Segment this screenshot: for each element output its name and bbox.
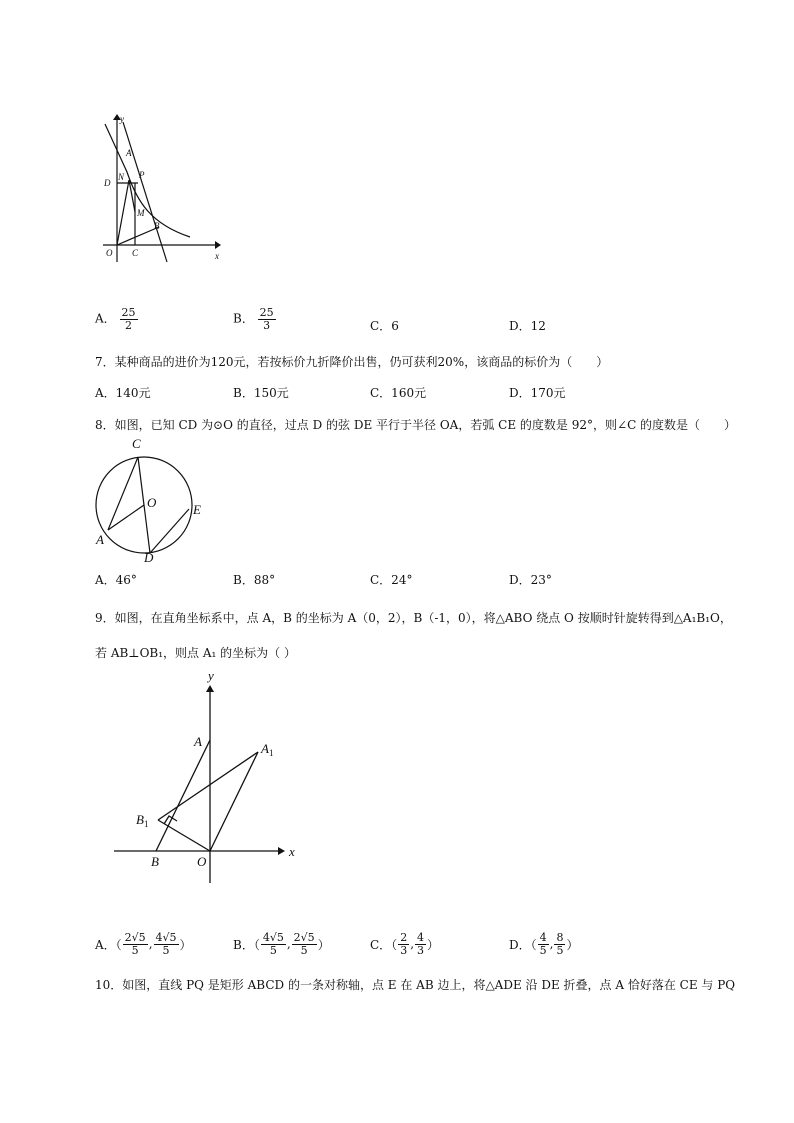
q8-stem: 8．如图，已知 CD 为⊙O 的直径，过点 D 的弦 DE 平行于半径 OA，若弧 CE 的度数是 92°，则∠C 的度数是（ ） — [95, 418, 737, 432]
fraction: $\frac{2√5}{5}$ — [293, 931, 315, 957]
q6-option-b[interactable]: B． $\frac{25}{3}$ — [233, 306, 274, 332]
fraction: $\frac{4√5}{5}$ — [155, 931, 177, 957]
line-ab — [123, 122, 167, 262]
label-y: y — [120, 114, 124, 124]
fraction: $\frac{8}{5}$ — [556, 931, 564, 957]
label-a1: $A_1$ — [261, 741, 274, 758]
label-x: x — [215, 251, 219, 261]
fraction: $\frac{2√5}{5}$ — [124, 931, 146, 957]
label-o: O — [197, 854, 207, 869]
segment-oa1 — [210, 752, 258, 851]
q10-stem: 10．如图，直线 PQ 是矩形 ABCD 的一条对称轴，点 E 在 AB 边上，将△ADE 沿 DE 折叠，点 A 恰好落在 CE 与 PQ — [95, 978, 736, 992]
label-c: C — [132, 248, 139, 258]
segment-b1o — [158, 820, 210, 851]
fraction: $\frac{4}{5}$ — [539, 931, 547, 957]
q8-option-a[interactable]: A．46° — [95, 573, 137, 587]
q7-option-a[interactable]: A．140元 — [95, 386, 151, 400]
label-a: A — [126, 148, 132, 158]
label-d: D — [104, 178, 111, 188]
label-y: y — [208, 668, 214, 683]
q8-option-b[interactable]: B．88° — [233, 573, 276, 587]
q7-option-b[interactable]: B．150元 — [233, 386, 289, 400]
label-e: E — [193, 502, 201, 517]
figure-circle — [88, 433, 218, 565]
fraction: $\frac{25}{2}$ — [121, 306, 136, 332]
fraction: $\frac{2}{3}$ — [400, 931, 408, 957]
figure-rotation — [108, 668, 308, 888]
q7-option-d[interactable]: D．170元 — [509, 386, 566, 400]
q7-option-c[interactable]: C．160元 — [370, 386, 427, 400]
figure-hyperbola — [95, 112, 230, 264]
q9-stem: 9．如图，在直角坐标系中，点 A，B 的坐标为 A（0，2），B（-1，0），将△ABO 绕点 O 按顺时针旋转得到△A₁B₁O， — [95, 611, 732, 625]
q6-option-c[interactable]: C．6 — [370, 319, 399, 333]
q9-option-a[interactable]: A．（ $\frac{2√5}{5}$ , $\frac{4√5}{5}$ ） — [95, 931, 192, 957]
segment-ob — [117, 227, 159, 245]
label-a: A — [194, 734, 202, 749]
label-b: B — [154, 221, 160, 231]
q8-option-c[interactable]: C．24° — [370, 573, 413, 587]
label-n: N — [118, 172, 125, 182]
q9-stem-2: 若 AB⊥OB₁，则点 A₁ 的坐标为（ ） — [95, 646, 296, 660]
fraction: $\frac{25}{3}$ — [259, 306, 274, 332]
label-c: C — [132, 436, 141, 451]
q9-option-c[interactable]: C．（ $\frac{2}{3}$ , $\frac{4}{3}$ ） — [370, 931, 440, 957]
q6-option-a[interactable]: A． $\frac{25}{2}$ — [95, 306, 136, 332]
segment-on — [117, 180, 129, 245]
label-p: P — [139, 170, 145, 180]
label-o: O — [106, 248, 113, 258]
segment-a1b1 — [158, 752, 258, 820]
fraction: $\frac{4√5}{5}$ — [262, 931, 284, 957]
label-b1: $B_1$ — [136, 812, 149, 829]
label-x: x — [289, 844, 295, 859]
q9-option-d[interactable]: D．（ $\frac{4}{5}$ , $\frac{8}{5}$ ） — [509, 931, 579, 957]
q9-option-b[interactable]: B．（ $\frac{4√5}{5}$ , $\frac{2√5}{5}$ ） — [233, 931, 330, 957]
label-b: B — [151, 854, 159, 869]
fraction: $\frac{4}{3}$ — [417, 931, 425, 957]
label-o: O — [147, 495, 157, 510]
q8-option-d[interactable]: D．23° — [509, 573, 552, 587]
label-a: A — [96, 532, 104, 547]
label-m: M — [137, 208, 145, 218]
label-d: D — [144, 550, 154, 565]
chord-de — [150, 509, 189, 553]
q7-stem: 7．某种商品的进价为120元，若按标价九折降价出售，仍可获利20%，该商品的标价为（ ） — [95, 355, 609, 369]
q6-option-d[interactable]: D．12 — [509, 319, 546, 333]
